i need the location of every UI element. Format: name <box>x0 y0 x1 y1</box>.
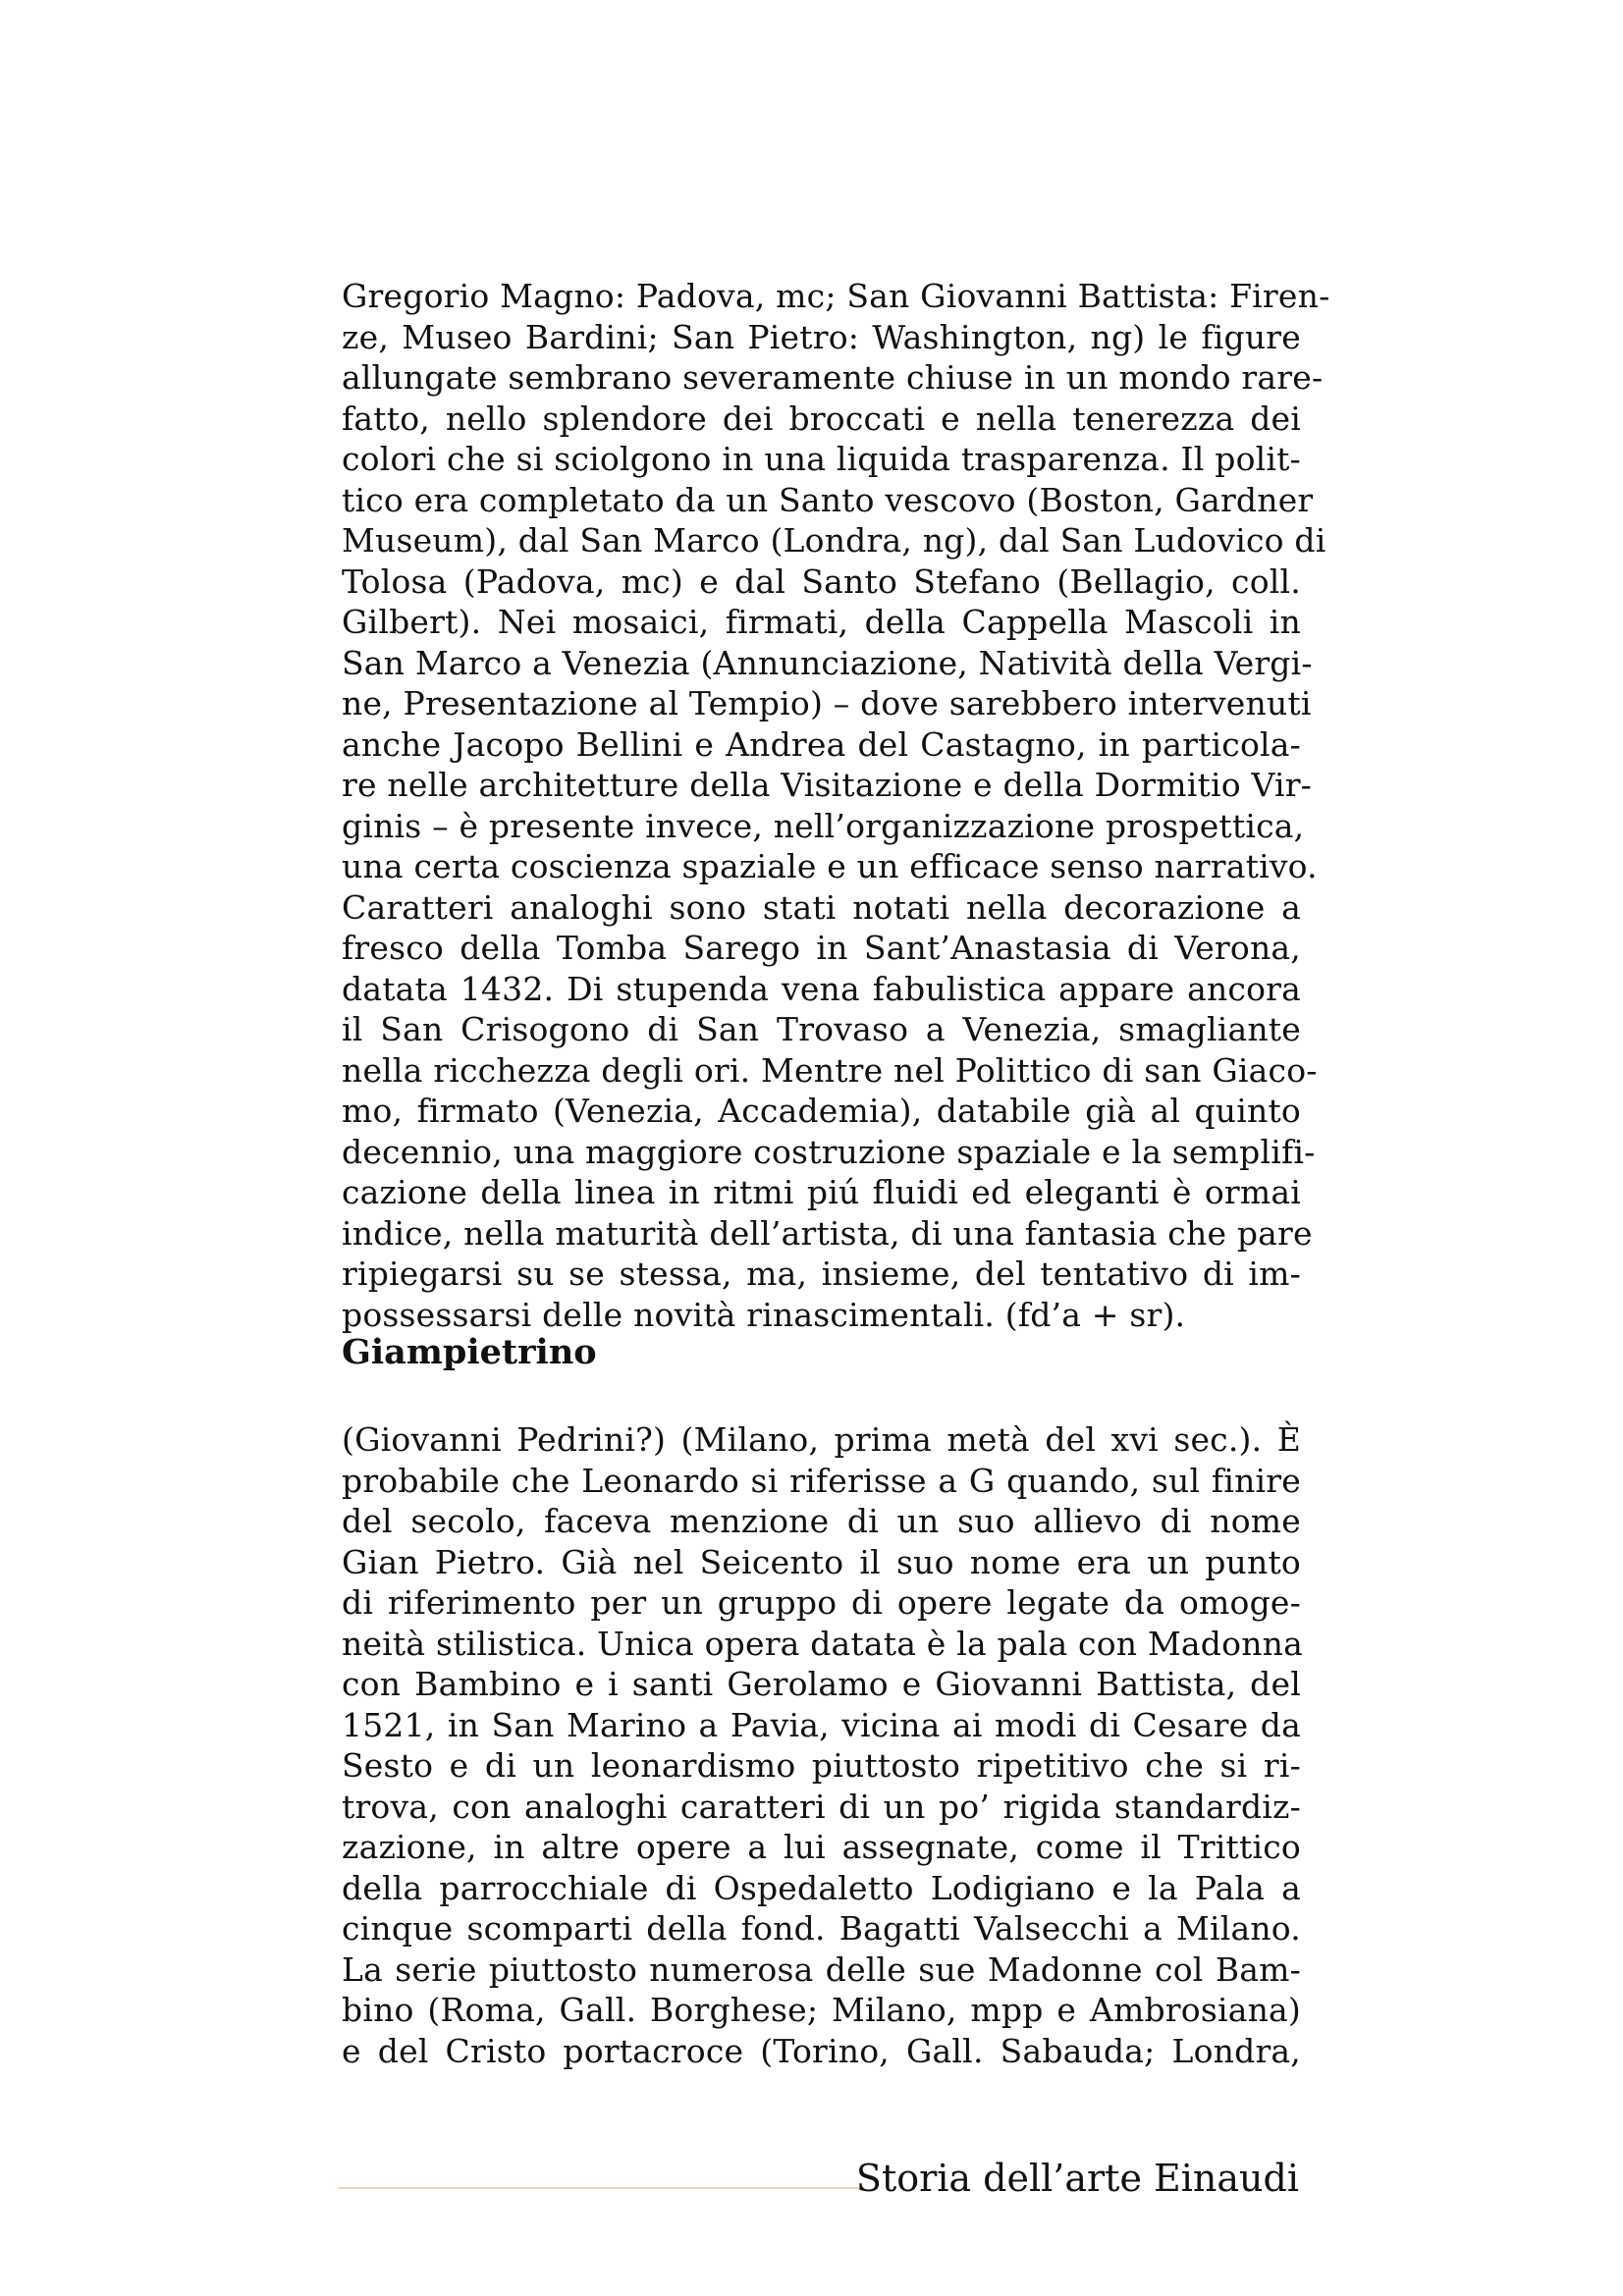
text-line: La serie piuttosto numerosa delle sue Madonne col Bam- <box>342 1949 1301 1989</box>
text-line: di riferimento per un gruppo di opere legate da omoge- <box>342 1583 1301 1622</box>
text-line: zazione, in altre opere a lui assegnate, come il Trittico <box>342 1828 1301 1866</box>
text-line: del secolo, faceva menzione di un suo allievo di nome <box>342 1502 1301 1540</box>
text-line: e del Cristo portacroce (Torino, Gall. Sabauda; Londra, <box>342 2031 1301 2070</box>
text-line: Caratteri analoghi sono stati notati nella decorazione a <box>342 887 1301 927</box>
text-line: San Marco a Venezia (Annunciazione, Natività della Vergi- <box>342 643 1313 682</box>
text-line: Gian Pietro. Già nel Seicento il suo nome era un punto <box>342 1542 1301 1581</box>
text-line: colori che si sciolgono in una liquida trasparenza. Il polit- <box>342 440 1301 478</box>
text-line: trova, con analoghi caratteri di un po’ rigida standardiz- <box>342 1787 1301 1826</box>
text-line: datata 1432. Di stupenda vena fabulistica appare ancora <box>342 969 1301 1008</box>
text-line: Gilbert). Nei mosaici, firmati, della Cappella Mascoli in <box>342 603 1301 641</box>
text-line: nella ricchezza degli ori. Mentre nel Polittico di san Giaco- <box>342 1050 1318 1090</box>
text-line: anche Jacopo Bellini e Andrea del Castagno, in particola- <box>342 724 1301 764</box>
text-line: Tolosa (Padova, mc) e dal Santo Stefano (Bellagio, coll. <box>342 561 1301 601</box>
text-line: una certa coscienza spaziale e un efficace senso narrativo. <box>342 847 1318 885</box>
text-line: neità stilistica. Unica opera datata è la pala con Madonna <box>342 1624 1303 1663</box>
text-line: il San Crisogono di San Trovaso a Venezia, smagliante <box>342 1010 1301 1048</box>
text-line: della parrocchiale di Ospedaletto Lodigiano e la Pala a <box>342 1868 1301 1907</box>
text-line: mo, firmato (Venezia, Accademia), databile già al quinto <box>342 1092 1301 1130</box>
text-line: Museum), dal San Marco (Londra, ng), dal San Ludovico di <box>342 521 1326 560</box>
text-line: fresco della Tomba Sarego in Sant’Anastasia di Verona, <box>342 929 1301 967</box>
footer-publication-title: Storia dell’arte Einaudi <box>855 2157 1299 2200</box>
paragraph-previous-entry <box>342 276 1330 1335</box>
text-line: cinque scomparti della fond. Bagatti Valsecchi a Milano. <box>342 1909 1301 1948</box>
text-line: allungate sembrano severamente chiuse in un mondo rare- <box>342 358 1324 397</box>
text-line: (Giovanni Pedrini?) (Milano, prima metà del xvi sec.). È <box>342 1420 1301 1459</box>
text-line: bino (Roma, Gall. Borghese; Milano, mpp e Ambrosiana) <box>342 1991 1301 2029</box>
text-line: Gregorio Magno: Padova, mc; San Giovanni Battista: Firen- <box>342 277 1330 315</box>
text-line: tico era completato da un Santo vescovo (Boston, Gardner <box>342 480 1314 519</box>
text-line: ne, Presentazione al Tempio) – dove sarebbero intervenuti <box>342 684 1312 722</box>
text-line: Sesto e di un leonardismo piuttosto ripetitivo che si ri- <box>342 1746 1301 1785</box>
text-line: indice, nella maturità dell’artista, di una fantasia che pare <box>342 1213 1313 1253</box>
text-line: ripiegarsi su se stessa, ma, insieme, del tentativo di im- <box>342 1255 1301 1293</box>
text-line: 1521, in San Marino a Pavia, vicina ai modi di Cesare da <box>342 1705 1301 1744</box>
text-line: probabile che Leonardo si riferisse a G quando, sul finire <box>342 1461 1301 1500</box>
text-line: decennio, una maggiore costruzione spaziale e la semplifi- <box>342 1132 1316 1171</box>
text-line: re nelle architetture della Visitazione e della Dormitio Vir- <box>342 766 1313 804</box>
text-line: possessarsi delle novità rinascimentali. (fd’a + sr). <box>342 1295 1186 1334</box>
text-line: fatto, nello splendore dei broccati e nella tenerezza dei <box>342 399 1301 438</box>
text-line: con Bambino e i santi Gerolamo e Giovanni Battista, del <box>342 1665 1301 1703</box>
entry-heading: Giampietrino <box>342 1332 597 1372</box>
text-line: ginis – è presente invece, nell’organizzazione prospettica, <box>342 806 1305 845</box>
footer-divider <box>339 2187 864 2189</box>
text-line: ze, Museo Bardini; San Pietro: Washington, ng) le figure <box>342 317 1301 356</box>
paragraph-giampietrino <box>342 1419 1301 2071</box>
text-line: cazione della linea in ritmi piú fluidi ed eleganti è ormai <box>342 1173 1301 1211</box>
